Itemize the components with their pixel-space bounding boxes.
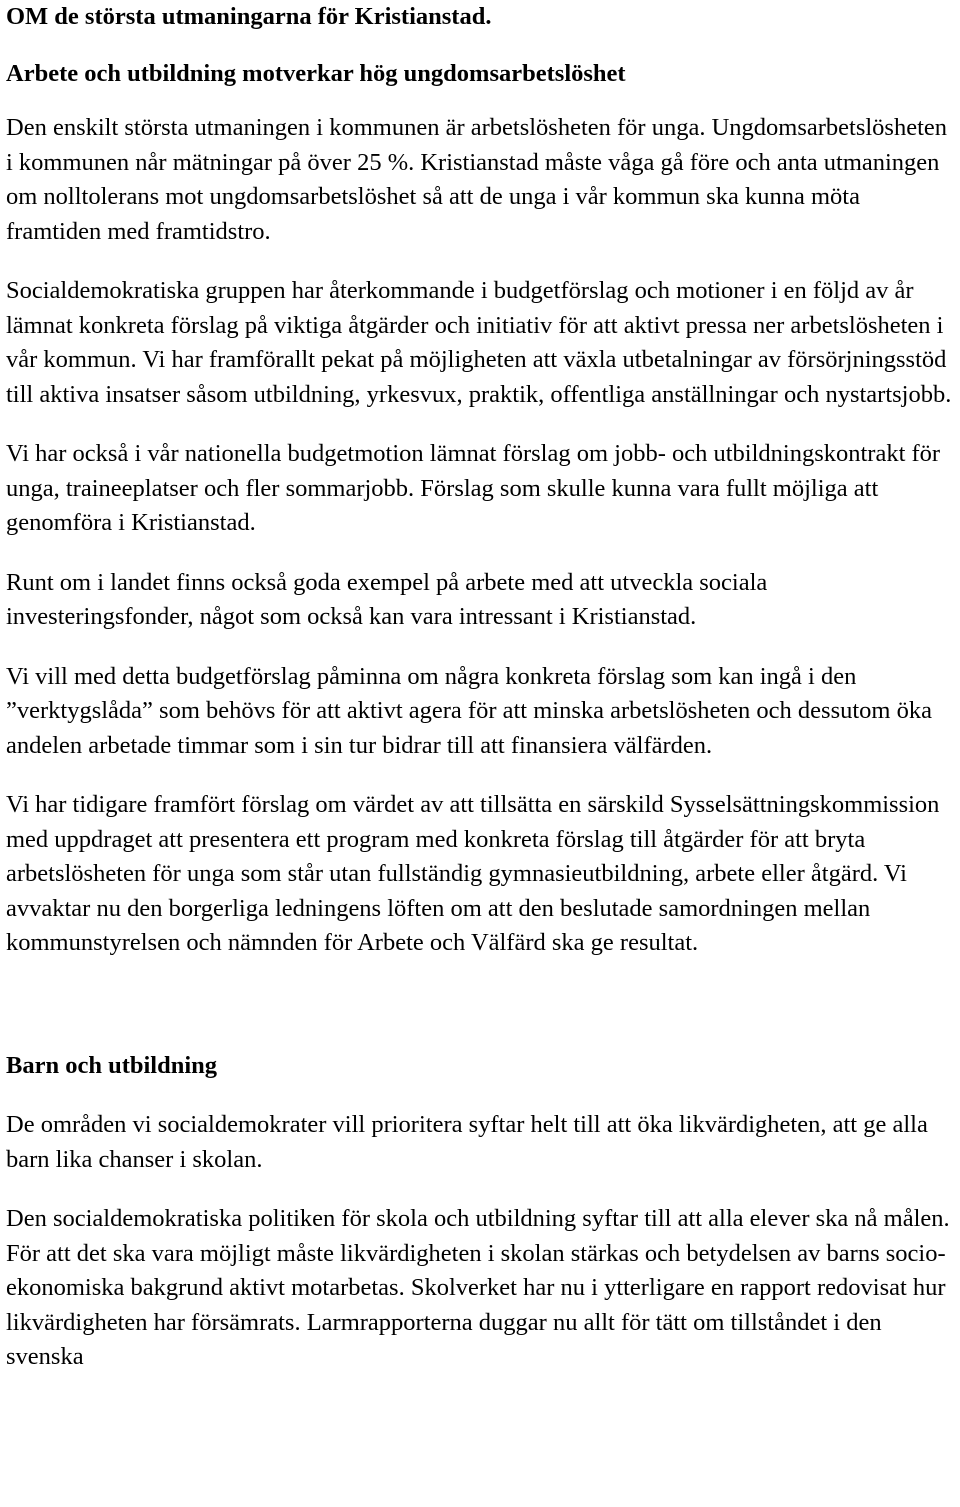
section-heading-children: Barn och utbildning [6, 1051, 218, 1079]
paragraph: Den socialdemokratiska politiken för skola och utbildning syftar till att alla elever ska nå målen. För att det ska vara möjligt måste likvärdigheten i skolan stärkas och betydelsen av barns socio- ekonomiska bakgrund aktivt motarbetas. Skolverket har nu i ytterligare en rapport redovisat hur likvärdigheten har försämrats. Larmrapporterna duggar nu allt för tätt om tillståndet i den svenska [6, 1205, 950, 1370]
document-title: OM de största utmaningarna för Kristianstad. [6, 3, 492, 30]
paragraph: Den enskilt största utmaningen i kommunen är arbetslösheten för unga. Ungdomsarbetslösheten i kommunen når mätningar på över 25 %. Kristianstad måste våga gå före och anta utmaningen om nolltolerans mot ungdomsarbetslöshet så att de unga i vår kommun ska kunna möta framtiden med framtidstro. [6, 114, 948, 245]
paragraph: Vi har också i vår nationella budgetmotion lämnat förslag om jobb- och utbildningskontrakt för unga, traineeplatser och fler sommarjobb. Förslag som skulle kunna vara fullt möjliga att genomföra i Kristianstad. [6, 440, 941, 536]
paragraph: Runt om i landet finns också goda exempel på arbete med att utveckla sociala investeringsfonder, något som också kan vara intressant i Kristianstad. [6, 568, 768, 630]
paragraph: Socialdemokratiska gruppen har återkommande i budgetförslag och motioner i en följd av år lämnat konkreta förslag på viktiga åtgärder och initiativ för att aktivt pressa ner arbetslösheten i vår kommun. Vi har framförallt pekat på möjligheten att växla utbetalningar av försörjningsstöd till aktiva insatser såsom utbildning, yrkesvux, praktik, offentliga anställningar och nystartsjobb. [6, 277, 952, 408]
section-heading-work: Arbete och utbildning motverkar hög ungdomsarbetslöshet [6, 59, 626, 87]
paragraph: Vi vill med detta budgetförslag påminna om några konkreta förslag som kan ingå i den ”verktygslåda” som behövs för att aktivt agera för att minska arbetslösheten och dessutom öka andelen arbetade timmar som i sin tur bidrar till att finansiera välfärden. [6, 662, 932, 759]
paragraph: Vi har tidigare framfört förslag om värdet av att tillsätta en särskild Sysselsättningskommission med uppdraget att presentera ett program med konkreta förslag till åtgärder för att bryta arbetslösheten för unga som står utan fullständig gymnasieutbildning, arbete eller åtgärd. Vi avvaktar nu den borgerliga ledningens löften om att den beslutade samordningen mellan kommunstyrelsen och nämnden för Arbete och Välfärd ska ge resultat. [6, 791, 940, 956]
document-page [6, 0, 956, 1375]
paragraph: De områden vi socialdemokrater vill prioritera syftar helt till att öka likvärdigheten, att ge alla barn lika chanser i skolan. [6, 1111, 928, 1173]
